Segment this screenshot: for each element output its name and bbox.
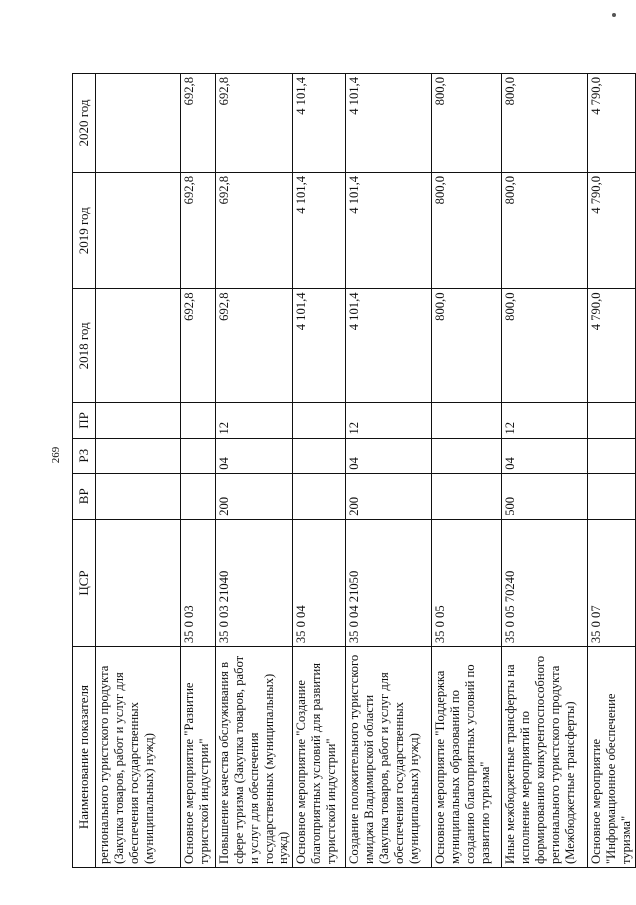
row-csr: 35 0 05 — [432, 519, 502, 646]
header-pr: ПР — [73, 403, 96, 438]
row-csr: 35 0 04 21050 — [346, 519, 432, 646]
row-csr: 35 0 03 — [181, 519, 216, 646]
row-2020: 800,0 — [502, 74, 588, 173]
row-pr — [432, 403, 502, 438]
row-name: Иные межбюджетные трансферты на исполнение мероприятий по формированию конкурентоспособного регионального туристского продукта (Межбюджетные трансферты) — [502, 647, 588, 868]
row-vr: 500 — [502, 473, 588, 519]
row-2018: 4 790,0 — [588, 289, 636, 403]
table-row — [432, 74, 502, 868]
table-row — [216, 74, 293, 868]
row-rz: 04 — [216, 438, 293, 473]
row-name: Основное мероприятие "Развитие туристской индустрии" — [181, 647, 216, 868]
row-name: Основное мероприятие "Создание благоприятных условий для развития туристской индустрии" — [293, 647, 346, 868]
row-csr: 35 0 07 — [588, 519, 636, 646]
header-row — [73, 74, 96, 868]
row-csr — [96, 519, 181, 646]
header-csr: ЦСР — [73, 519, 96, 646]
row-name: регионального туристского продукта (Закупка товаров, работ и услуг для обеспечения государственных (муниципальных) нужд) — [96, 647, 181, 868]
row-pr: 12 — [216, 403, 293, 438]
scan-dot — [612, 13, 616, 17]
table-row — [502, 74, 588, 868]
table-row — [181, 74, 216, 868]
table-row — [96, 74, 181, 868]
row-csr: 35 0 04 — [293, 519, 346, 646]
row-2020: 4 101,4 — [293, 74, 346, 173]
table-row — [293, 74, 346, 868]
row-2018: 800,0 — [502, 289, 588, 403]
row-2019: 4 790,0 — [588, 172, 636, 289]
header-2019: 2019 год — [73, 172, 96, 289]
row-vr — [293, 473, 346, 519]
row-vr: 200 — [346, 473, 432, 519]
row-2020: 4 790,0 — [588, 74, 636, 173]
row-rz: 04 — [346, 438, 432, 473]
row-2019: 800,0 — [432, 172, 502, 289]
row-vr — [181, 473, 216, 519]
row-vr — [432, 473, 502, 519]
row-pr: 12 — [502, 403, 588, 438]
row-2018 — [96, 289, 181, 403]
row-vr — [588, 473, 636, 519]
row-pr: 12 — [346, 403, 432, 438]
row-rz — [588, 438, 636, 473]
row-2020: 692,8 — [181, 74, 216, 173]
row-2020: 800,0 — [432, 74, 502, 173]
budget-table — [72, 73, 636, 868]
row-csr: 35 0 03 21040 — [216, 519, 293, 646]
row-csr: 35 0 05 70240 — [502, 519, 588, 646]
row-2020: 692,8 — [216, 74, 293, 173]
header-vr: ВР — [73, 473, 96, 519]
row-rz — [181, 438, 216, 473]
header-2020: 2020 год — [73, 74, 96, 173]
row-name: Основное мероприятие "Информационное обеспечение туризма" — [588, 647, 636, 868]
row-pr — [293, 403, 346, 438]
row-2018: 692,8 — [216, 289, 293, 403]
row-2018: 692,8 — [181, 289, 216, 403]
row-2019: 692,8 — [181, 172, 216, 289]
row-2018: 800,0 — [432, 289, 502, 403]
header-rz: РЗ — [73, 438, 96, 473]
header-2018: 2018 год — [73, 289, 96, 403]
row-2020 — [96, 74, 181, 173]
row-vr: 200 — [216, 473, 293, 519]
row-pr — [96, 403, 181, 438]
row-rz — [432, 438, 502, 473]
row-rz — [96, 438, 181, 473]
row-2019: 692,8 — [216, 172, 293, 289]
page-number: 269 — [50, 446, 62, 464]
row-vr — [96, 473, 181, 519]
row-name: Создание положительного туристского имиджа Владимирской области (Закупка товаров, работ и услуг для обеспечения государственных (муниципальных) нужд) — [346, 647, 432, 868]
row-2019 — [96, 172, 181, 289]
table-row — [588, 74, 636, 868]
rotated-table-container — [72, 73, 634, 868]
header-name: Наименование показателя — [73, 647, 96, 868]
row-2019: 4 101,4 — [293, 172, 346, 289]
row-pr — [588, 403, 636, 438]
row-rz — [293, 438, 346, 473]
row-2018: 4 101,4 — [346, 289, 432, 403]
row-2018: 4 101,4 — [293, 289, 346, 403]
row-name: Основное мероприятие "Поддержка муниципальных образований по созданию благоприятных условий по развитию туризма" — [432, 647, 502, 868]
row-2019: 4 101,4 — [346, 172, 432, 289]
row-2020: 4 101,4 — [346, 74, 432, 173]
row-2019: 800,0 — [502, 172, 588, 289]
table-row — [346, 74, 432, 868]
row-name: Повышение качества обслуживания в сфере туризма (Закупка товаров, работ и услуг для обеспечения государственных (муниципальных) нужд) — [216, 647, 293, 868]
row-rz: 04 — [502, 438, 588, 473]
row-pr — [181, 403, 216, 438]
